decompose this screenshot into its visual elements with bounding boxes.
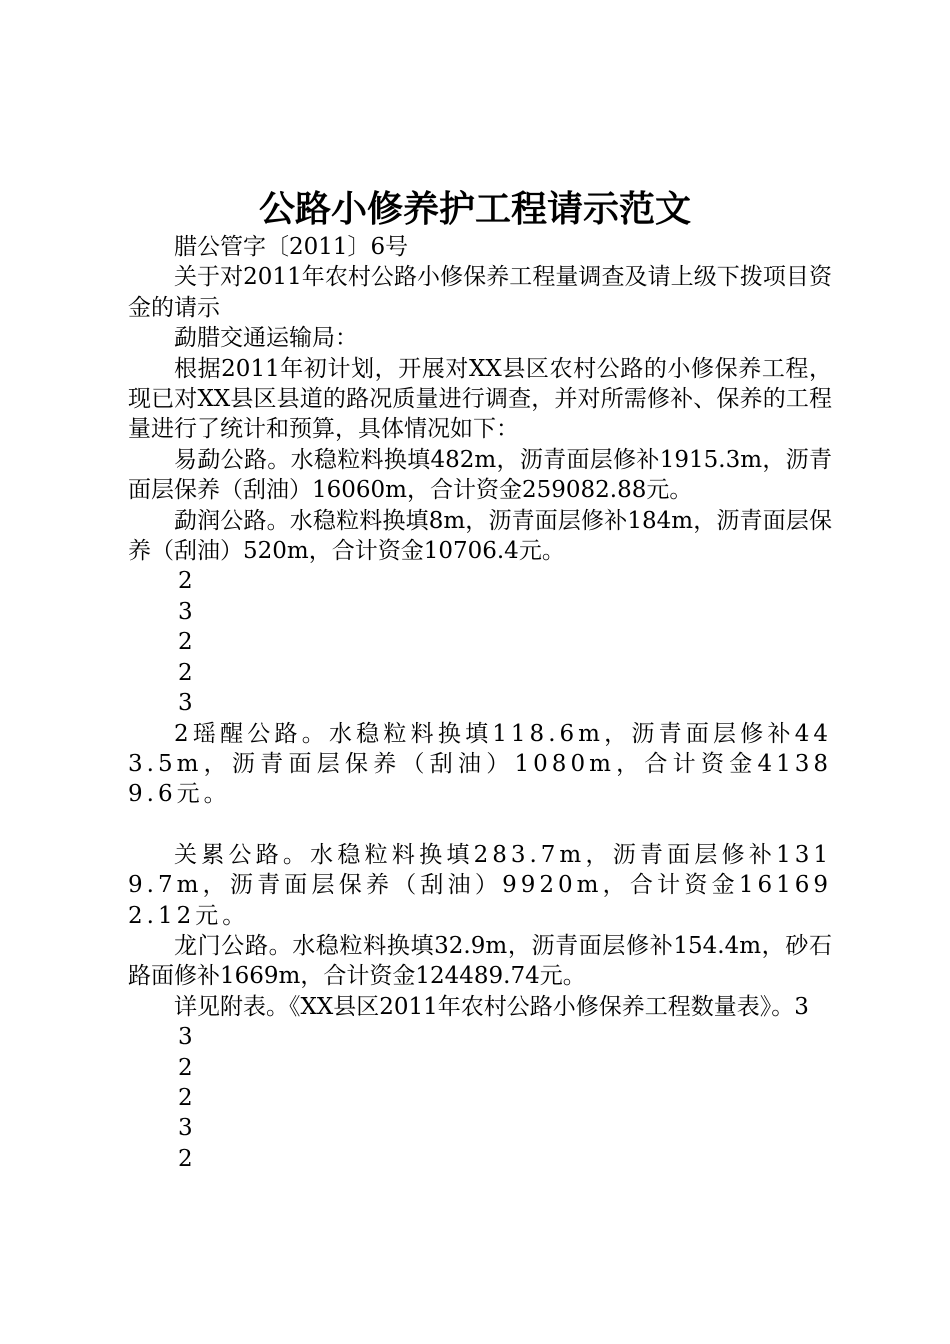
stray-digit: 2 xyxy=(178,659,193,686)
stray-digit: 2 xyxy=(178,1084,193,1111)
stray-digit: 3 xyxy=(178,598,193,625)
stray-digit: 3 xyxy=(178,1024,193,1051)
document-body xyxy=(128,232,832,1174)
stray-digit: 2 xyxy=(178,1054,193,1081)
stray-digit: 2 xyxy=(178,568,193,595)
road-paragraph-longmen: 龙门公路。水稳粒料换填32.9m，沥青面层修补154.4m，砂石路面修补1669m，合计资金124489.74元。 xyxy=(128,932,832,990)
stray-digit: 2 xyxy=(178,1145,193,1172)
stray-digit: 3 xyxy=(178,1115,193,1142)
stray-digit: 2 xyxy=(178,629,193,656)
intro-paragraph: 根据2011年初计划，开展对XX县区农村公路的小修保养工程，现已对XX县区县道的路况质量进行调查，并对所需修补、保养的工程量进行了统计和预算，具体情况如下： xyxy=(128,355,832,443)
blank-line xyxy=(128,810,832,840)
stray-digit: 3 xyxy=(178,690,193,717)
road-paragraph-mengrun: 勐润公路。水稳粒料换填8m，沥青面层修补184m，沥青面层保养（刮油）520m，合计资金10706.4元。 xyxy=(128,507,832,565)
doc-number: 腊公管字〔2011〕6号 xyxy=(174,234,409,260)
road-paragraph-yaoxing: 2瑶醒公路。水稳粒料换填118.6m，沥青面层修补443.5m，沥青面层保养（刮油）1080m，合计资金41389.6元。 xyxy=(128,720,832,808)
road-paragraph-yimeng: 易勐公路。水稳粒料换填482m，沥青面层修补1915.3m，沥青面层保养（刮油）16060m，合计资金259082.88元。 xyxy=(128,446,832,504)
attachment-paragraph: 详见附表。《XX县区2011年农村公路小修保养工程数量表》。3 xyxy=(174,993,809,1020)
document-title: 公路小修养护工程请示范文 xyxy=(258,188,691,230)
road-paragraph-guanlei: 关累公路。水稳粒料换填283.7m，沥青面层修补1319.7m，沥青面层保养（刮油）9920m，合计资金161692.12元。 xyxy=(128,841,832,929)
doc-subject: 关于对2011年农村公路小修保养工程量调查及请上级下拨项目资金的请示 xyxy=(128,264,832,321)
doc-addressee: 勐腊交通运输局： xyxy=(174,325,358,352)
